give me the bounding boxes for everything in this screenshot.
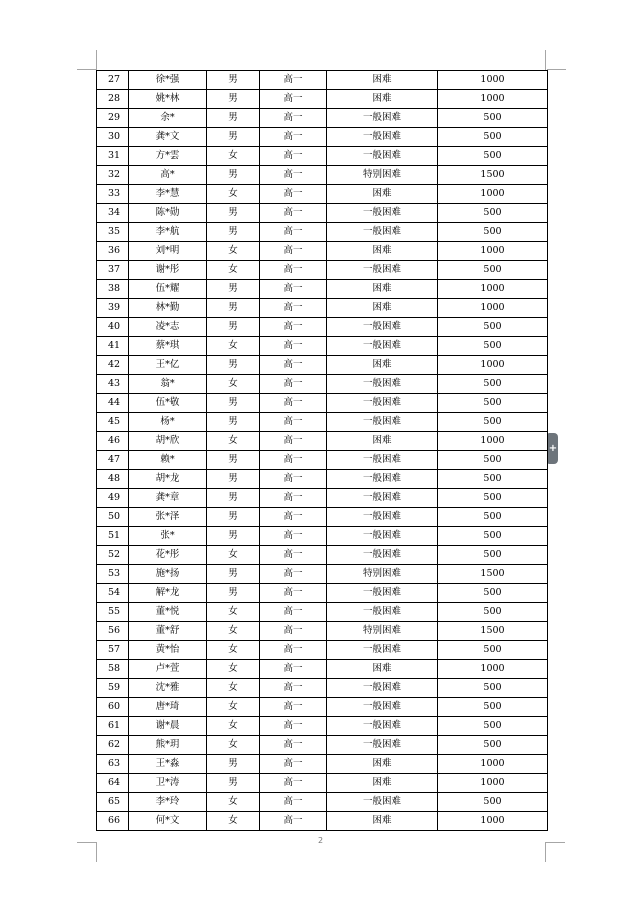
cell-grade: 高一 <box>260 508 327 527</box>
cell-grade: 高一 <box>260 584 327 603</box>
cell-amount: 1000 <box>438 299 548 318</box>
cell-hardship-level: 一般困难 <box>327 413 438 432</box>
cell-amount: 500 <box>438 470 548 489</box>
cell-amount: 500 <box>438 451 548 470</box>
table-row <box>97 185 548 204</box>
table-row <box>97 565 548 584</box>
cell-number: 48 <box>97 470 129 489</box>
cell-name: 陈*勋 <box>129 204 207 223</box>
cell-hardship-level: 一般困难 <box>327 375 438 394</box>
cell-hardship-level: 困难 <box>327 280 438 299</box>
table-row <box>97 527 548 546</box>
cell-gender: 男 <box>207 280 260 299</box>
cell-name: 王*淼 <box>129 755 207 774</box>
cell-name: 董*悦 <box>129 603 207 622</box>
cell-number: 44 <box>97 394 129 413</box>
cell-name: 解*龙 <box>129 584 207 603</box>
cell-name: 李*慧 <box>129 185 207 204</box>
cell-grade: 高一 <box>260 204 327 223</box>
table-row <box>97 318 548 337</box>
page-number: 2 <box>317 836 324 845</box>
cell-number: 66 <box>97 812 129 831</box>
cell-grade: 高一 <box>260 660 327 679</box>
table-row <box>97 299 548 318</box>
cell-number: 56 <box>97 622 129 641</box>
cell-amount: 500 <box>438 584 548 603</box>
plus-icon: + <box>548 443 558 454</box>
cell-name: 张* <box>129 527 207 546</box>
cell-amount: 500 <box>438 147 548 166</box>
cell-name: 唐*琦 <box>129 698 207 717</box>
cell-gender: 男 <box>207 299 260 318</box>
table-row <box>97 90 548 109</box>
cell-amount: 1000 <box>438 432 548 451</box>
cell-gender: 男 <box>207 109 260 128</box>
crop-mark-top-left-h <box>77 69 96 70</box>
cell-grade: 高一 <box>260 280 327 299</box>
cell-name: 李*玲 <box>129 793 207 812</box>
cell-name: 胡*龙 <box>129 470 207 489</box>
cell-gender: 女 <box>207 698 260 717</box>
cell-hardship-level: 一般困难 <box>327 394 438 413</box>
cell-hardship-level: 困难 <box>327 432 438 451</box>
cell-grade: 高一 <box>260 90 327 109</box>
table-row <box>97 679 548 698</box>
cell-hardship-level: 一般困难 <box>327 793 438 812</box>
table-row <box>97 128 548 147</box>
cell-grade: 高一 <box>260 299 327 318</box>
cell-number: 46 <box>97 432 129 451</box>
cell-grade: 高一 <box>260 451 327 470</box>
cell-number: 59 <box>97 679 129 698</box>
cell-hardship-level: 一般困难 <box>327 736 438 755</box>
crop-mark-top-right-v <box>545 50 546 70</box>
cell-gender: 男 <box>207 394 260 413</box>
cell-name: 熊*玥 <box>129 736 207 755</box>
cell-hardship-level: 一般困难 <box>327 527 438 546</box>
cell-name: 余* <box>129 109 207 128</box>
cell-hardship-level: 特别困难 <box>327 166 438 185</box>
cell-number: 30 <box>97 128 129 147</box>
cell-name: 林*勤 <box>129 299 207 318</box>
table-row <box>97 109 548 128</box>
cell-name: 方*雲 <box>129 147 207 166</box>
cell-grade: 高一 <box>260 261 327 280</box>
cell-number: 36 <box>97 242 129 261</box>
table-row <box>97 280 548 299</box>
cell-gender: 男 <box>207 413 260 432</box>
cell-grade: 高一 <box>260 318 327 337</box>
cell-number: 49 <box>97 489 129 508</box>
cell-grade: 高一 <box>260 71 327 90</box>
cell-hardship-level: 一般困难 <box>327 337 438 356</box>
table-row <box>97 622 548 641</box>
cell-grade: 高一 <box>260 375 327 394</box>
crop-mark-top-right-h <box>547 69 566 70</box>
cell-hardship-level: 困难 <box>327 299 438 318</box>
cell-gender: 男 <box>207 318 260 337</box>
cell-hardship-level: 困难 <box>327 755 438 774</box>
cell-hardship-level: 一般困难 <box>327 679 438 698</box>
cell-grade: 高一 <box>260 622 327 641</box>
cell-hardship-level: 一般困难 <box>327 261 438 280</box>
cell-number: 50 <box>97 508 129 527</box>
table-row <box>97 204 548 223</box>
cell-grade: 高一 <box>260 793 327 812</box>
table-row <box>97 147 548 166</box>
cell-hardship-level: 困难 <box>327 660 438 679</box>
cell-grade: 高一 <box>260 755 327 774</box>
table-row <box>97 736 548 755</box>
cell-name: 高* <box>129 166 207 185</box>
cell-name: 张*泽 <box>129 508 207 527</box>
cell-amount: 1000 <box>438 660 548 679</box>
table-row <box>97 774 548 793</box>
cell-number: 60 <box>97 698 129 717</box>
cell-grade: 高一 <box>260 128 327 147</box>
table-row <box>97 489 548 508</box>
table-row <box>97 755 548 774</box>
cell-hardship-level: 困难 <box>327 71 438 90</box>
cell-grade: 高一 <box>260 470 327 489</box>
cell-number: 65 <box>97 793 129 812</box>
cell-hardship-level: 一般困难 <box>327 318 438 337</box>
cell-gender: 男 <box>207 489 260 508</box>
cell-gender: 女 <box>207 432 260 451</box>
cell-amount: 500 <box>438 318 548 337</box>
cell-grade: 高一 <box>260 736 327 755</box>
cell-name: 伍*耀 <box>129 280 207 299</box>
cell-hardship-level: 困难 <box>327 356 438 375</box>
cell-hardship-level: 困难 <box>327 774 438 793</box>
cell-amount: 500 <box>438 261 548 280</box>
cell-number: 45 <box>97 413 129 432</box>
crop-mark-bottom-right-v <box>545 842 546 862</box>
table-row <box>97 375 548 394</box>
cell-amount: 500 <box>438 337 548 356</box>
cell-name: 伍*敬 <box>129 394 207 413</box>
cell-grade: 高一 <box>260 565 327 584</box>
cell-amount: 1000 <box>438 90 548 109</box>
cell-number: 40 <box>97 318 129 337</box>
cell-gender: 男 <box>207 451 260 470</box>
table-row <box>97 603 548 622</box>
cell-name: 卫*涛 <box>129 774 207 793</box>
cell-amount: 500 <box>438 394 548 413</box>
cell-gender: 女 <box>207 641 260 660</box>
cell-name: 赖* <box>129 451 207 470</box>
cell-hardship-level: 一般困难 <box>327 641 438 660</box>
cell-number: 31 <box>97 147 129 166</box>
cell-amount: 500 <box>438 641 548 660</box>
cell-name: 凌*志 <box>129 318 207 337</box>
cell-grade: 高一 <box>260 223 327 242</box>
cell-amount: 1000 <box>438 755 548 774</box>
cell-name: 何*文 <box>129 812 207 831</box>
cell-gender: 女 <box>207 185 260 204</box>
cell-gender: 男 <box>207 128 260 147</box>
cell-gender: 女 <box>207 812 260 831</box>
cell-grade: 高一 <box>260 641 327 660</box>
cell-gender: 男 <box>207 90 260 109</box>
cell-name: 王*亿 <box>129 356 207 375</box>
cell-amount: 1500 <box>438 166 548 185</box>
cell-number: 35 <box>97 223 129 242</box>
cell-amount: 500 <box>438 128 548 147</box>
cell-name: 姚*林 <box>129 90 207 109</box>
table-row <box>97 166 548 185</box>
cell-number: 53 <box>97 565 129 584</box>
table-body <box>97 71 548 831</box>
table-row <box>97 242 548 261</box>
table-row <box>97 71 548 90</box>
table-row <box>97 584 548 603</box>
cell-name: 翁* <box>129 375 207 394</box>
cell-amount: 1000 <box>438 280 548 299</box>
cell-number: 33 <box>97 185 129 204</box>
table-row <box>97 641 548 660</box>
cell-number: 27 <box>97 71 129 90</box>
cell-number: 63 <box>97 755 129 774</box>
cell-gender: 男 <box>207 527 260 546</box>
cell-amount: 500 <box>438 489 548 508</box>
cell-grade: 高一 <box>260 717 327 736</box>
cell-gender: 男 <box>207 204 260 223</box>
cell-hardship-level: 一般困难 <box>327 603 438 622</box>
cell-amount: 500 <box>438 698 548 717</box>
cell-grade: 高一 <box>260 166 327 185</box>
cell-gender: 女 <box>207 736 260 755</box>
cell-amount: 500 <box>438 546 548 565</box>
cell-gender: 男 <box>207 71 260 90</box>
cell-hardship-level: 一般困难 <box>327 470 438 489</box>
table-row <box>97 337 548 356</box>
cell-hardship-level: 一般困难 <box>327 147 438 166</box>
cell-number: 34 <box>97 204 129 223</box>
cell-name: 杨* <box>129 413 207 432</box>
cell-grade: 高一 <box>260 109 327 128</box>
cell-amount: 1000 <box>438 812 548 831</box>
cell-gender: 女 <box>207 375 260 394</box>
cell-number: 47 <box>97 451 129 470</box>
cell-number: 57 <box>97 641 129 660</box>
cell-name: 胡*欣 <box>129 432 207 451</box>
cell-grade: 高一 <box>260 603 327 622</box>
cell-number: 58 <box>97 660 129 679</box>
cell-grade: 高一 <box>260 679 327 698</box>
cell-amount: 500 <box>438 375 548 394</box>
cell-gender: 女 <box>207 603 260 622</box>
cell-number: 54 <box>97 584 129 603</box>
cell-gender: 女 <box>207 660 260 679</box>
cell-number: 61 <box>97 717 129 736</box>
cell-hardship-level: 一般困难 <box>327 128 438 147</box>
table-row <box>97 223 548 242</box>
cell-amount: 1500 <box>438 622 548 641</box>
cell-hardship-level: 一般困难 <box>327 717 438 736</box>
table-row <box>97 508 548 527</box>
cell-gender: 男 <box>207 223 260 242</box>
cell-grade: 高一 <box>260 413 327 432</box>
cell-name: 徐*强 <box>129 71 207 90</box>
cell-hardship-level: 一般困难 <box>327 698 438 717</box>
cell-hardship-level: 一般困难 <box>327 204 438 223</box>
cell-gender: 女 <box>207 147 260 166</box>
table-row <box>97 546 548 565</box>
cell-amount: 500 <box>438 413 548 432</box>
table-row <box>97 451 548 470</box>
table-row <box>97 356 548 375</box>
cell-grade: 高一 <box>260 527 327 546</box>
cell-gender: 男 <box>207 356 260 375</box>
cell-hardship-level: 困难 <box>327 185 438 204</box>
table-row <box>97 698 548 717</box>
cell-amount: 500 <box>438 603 548 622</box>
cell-gender: 女 <box>207 622 260 641</box>
cell-hardship-level: 一般困难 <box>327 489 438 508</box>
cell-name: 龚*文 <box>129 128 207 147</box>
cell-amount: 500 <box>438 223 548 242</box>
cell-gender: 女 <box>207 546 260 565</box>
aid-recipient-table <box>96 70 548 831</box>
cell-name: 黄*怡 <box>129 641 207 660</box>
table-row <box>97 660 548 679</box>
cell-amount: 1000 <box>438 185 548 204</box>
cell-name: 谢*晨 <box>129 717 207 736</box>
cell-name: 董*舒 <box>129 622 207 641</box>
cell-amount: 500 <box>438 109 548 128</box>
cell-gender: 男 <box>207 508 260 527</box>
cell-number: 37 <box>97 261 129 280</box>
table-row <box>97 394 548 413</box>
cell-hardship-level: 一般困难 <box>327 508 438 527</box>
cell-hardship-level: 特别困难 <box>327 565 438 584</box>
cell-grade: 高一 <box>260 394 327 413</box>
cell-grade: 高一 <box>260 147 327 166</box>
cell-amount: 1500 <box>438 565 548 584</box>
cell-number: 29 <box>97 109 129 128</box>
cell-grade: 高一 <box>260 489 327 508</box>
cell-hardship-level: 一般困难 <box>327 584 438 603</box>
cell-amount: 500 <box>438 717 548 736</box>
cell-number: 62 <box>97 736 129 755</box>
cell-gender: 女 <box>207 337 260 356</box>
table-row <box>97 812 548 831</box>
cell-amount: 500 <box>438 793 548 812</box>
cell-grade: 高一 <box>260 356 327 375</box>
cell-name: 卢*萱 <box>129 660 207 679</box>
cell-name: 龚*章 <box>129 489 207 508</box>
cell-gender: 女 <box>207 679 260 698</box>
cell-number: 32 <box>97 166 129 185</box>
cell-amount: 500 <box>438 527 548 546</box>
cell-amount: 500 <box>438 204 548 223</box>
cell-grade: 高一 <box>260 432 327 451</box>
cell-amount: 1000 <box>438 774 548 793</box>
crop-mark-bottom-left-v <box>96 842 97 862</box>
cell-number: 39 <box>97 299 129 318</box>
cell-grade: 高一 <box>260 774 327 793</box>
cell-name: 施*扬 <box>129 565 207 584</box>
cell-hardship-level: 一般困难 <box>327 223 438 242</box>
expand-side-panel-button[interactable] <box>548 433 558 464</box>
cell-grade: 高一 <box>260 185 327 204</box>
cell-grade: 高一 <box>260 546 327 565</box>
table-row <box>97 413 548 432</box>
cell-name: 蔡*琪 <box>129 337 207 356</box>
cell-hardship-level: 特别困难 <box>327 622 438 641</box>
cell-grade: 高一 <box>260 698 327 717</box>
cell-name: 谢*彤 <box>129 261 207 280</box>
table-row <box>97 793 548 812</box>
cell-number: 52 <box>97 546 129 565</box>
cell-gender: 男 <box>207 470 260 489</box>
cell-hardship-level: 困难 <box>327 242 438 261</box>
cell-number: 55 <box>97 603 129 622</box>
cell-gender: 男 <box>207 584 260 603</box>
cell-amount: 1000 <box>438 356 548 375</box>
crop-mark-top-left-v <box>96 50 97 70</box>
cell-gender: 女 <box>207 717 260 736</box>
cell-grade: 高一 <box>260 242 327 261</box>
cell-hardship-level: 一般困难 <box>327 109 438 128</box>
cell-number: 38 <box>97 280 129 299</box>
cell-name: 刘*明 <box>129 242 207 261</box>
cell-number: 64 <box>97 774 129 793</box>
cell-amount: 1000 <box>438 71 548 90</box>
cell-amount: 500 <box>438 736 548 755</box>
cell-hardship-level: 一般困难 <box>327 451 438 470</box>
cell-gender: 男 <box>207 755 260 774</box>
table-row <box>97 261 548 280</box>
cell-gender: 男 <box>207 565 260 584</box>
cell-name: 沈*雅 <box>129 679 207 698</box>
table-row <box>97 717 548 736</box>
cell-gender: 男 <box>207 166 260 185</box>
cell-number: 41 <box>97 337 129 356</box>
cell-name: 花*彤 <box>129 546 207 565</box>
cell-gender: 女 <box>207 261 260 280</box>
cell-number: 42 <box>97 356 129 375</box>
cell-grade: 高一 <box>260 337 327 356</box>
cell-amount: 1000 <box>438 242 548 261</box>
cell-hardship-level: 困难 <box>327 812 438 831</box>
cell-number: 43 <box>97 375 129 394</box>
cell-gender: 女 <box>207 242 260 261</box>
cell-number: 28 <box>97 90 129 109</box>
cell-hardship-level: 困难 <box>327 90 438 109</box>
cell-grade: 高一 <box>260 812 327 831</box>
cell-amount: 500 <box>438 508 548 527</box>
cell-amount: 500 <box>438 679 548 698</box>
cell-hardship-level: 一般困难 <box>327 546 438 565</box>
cell-number: 51 <box>97 527 129 546</box>
cell-name: 李*航 <box>129 223 207 242</box>
cell-gender: 男 <box>207 774 260 793</box>
table-row <box>97 470 548 489</box>
table-row <box>97 432 548 451</box>
cell-gender: 女 <box>207 793 260 812</box>
